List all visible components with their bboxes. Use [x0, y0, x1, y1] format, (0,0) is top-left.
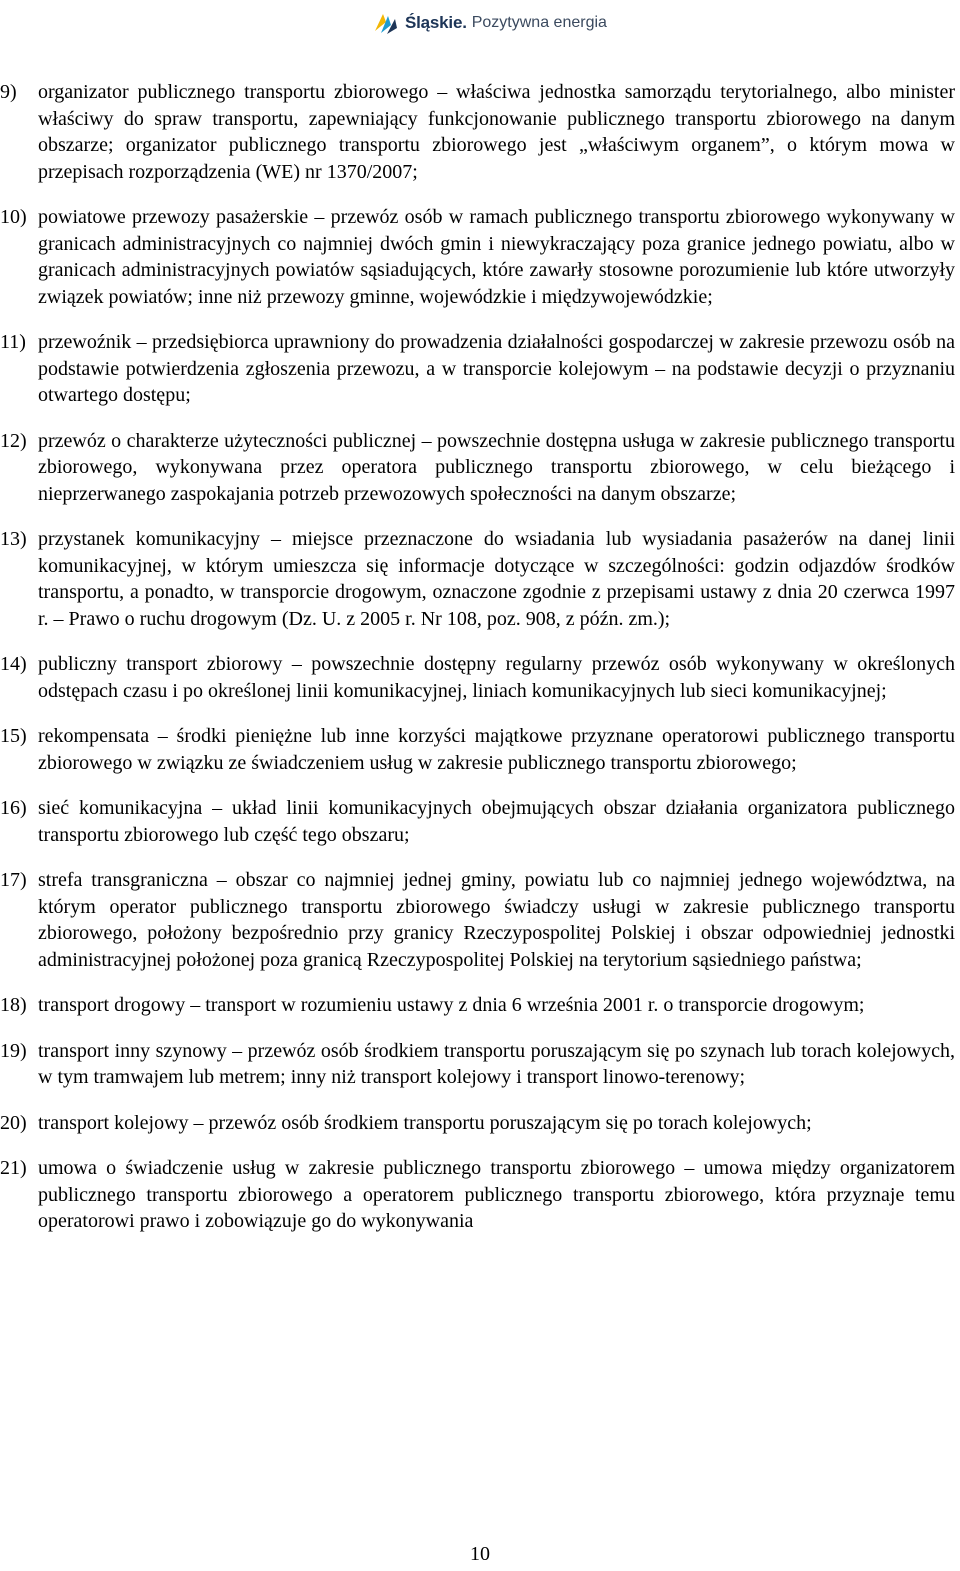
- item-text: przewoźnik – przedsiębiorca uprawniony do prowadzenia działalności gospodarczej w zakresie przewozu osób na podstawie potwierdzenia zgłoszenia przewozu, a w transporcie kolejowym – na podstawie decyzji o przyznaniu otwartego dostępu;: [38, 331, 955, 406]
- logo-tagline: Pozytywna energia: [471, 14, 607, 31]
- item-number: 10): [0, 206, 27, 228]
- definition-item-20: [0, 1110, 955, 1137]
- item-text: przewóz o charakterze użyteczności publicznej – powszechnie dostępna usługa w zakresie publicznego transportu zbiorowego, wykonywana przez operatora publicznego transportu zbiorowego, w celu bieżącego i nieprzerwanego zaspokajania potrzeb przewozowych społeczności na danym obszarze;: [38, 429, 955, 505]
- item-text: strefa transgraniczna – obszar co najmniej jednej gminy, powiatu lub co najmniej jednego województwa, na którym operator publicznego transportu zbiorowego świadczy usługi w zakresie publicznego transportu zbiorowego, położony bezpośrednio przy granicy Rzeczypospolitej Polskiej i obszar odpowiedniej jednostki administracyjnej położonej poza granicą Rzeczypospolitej Polskiej na terytorium sąsiedniego państwa;: [38, 869, 955, 971]
- item-number: 12): [0, 429, 27, 452]
- item-number: 15): [0, 725, 27, 747]
- item-text: transport kolejowy – przewóz osób środkiem transportu poruszającym się po torach kolejowych;: [38, 1111, 812, 1134]
- slaskie-logo-icon: [372, 10, 400, 36]
- definition-item-10: [0, 204, 955, 310]
- definition-item-17: [0, 867, 955, 973]
- item-text: transport inny szynowy – przewóz osób środkiem transportu poruszającym się po szynach lub torach kolejowych, w tym tramwajem lub metrem; inny niż transport kolejowy i transport linowo-terenowy;: [38, 1039, 955, 1088]
- item-number: 11): [0, 331, 26, 353]
- item-text: publiczny transport zbiorowy – powszechnie dostępny regularny przewóz osób wykonywany w określonych odstępach czasu i po określonej linii komunikacyjnej, liniach komunikacyjnych lub sieci komunikacyjnej;: [38, 653, 955, 702]
- item-number: 14): [0, 653, 27, 675]
- item-number: 16): [0, 797, 27, 819]
- item-text: powiatowe przewozy pasażerskie – przewóz osób w ramach publicznego transportu zbiorowego wykonywany w granicach administracyjnych co najmniej dwóch gmin i niewykraczający poza granice jednego powiatu, albo w granicach administracyjnych powiatów sąsiadujących, które zawarły stosowne porozumienie lub które utworzyły związek powiatów; inne niż przewozy gminne, wojewódzkie i międzywojewódzkie;: [38, 206, 955, 308]
- definition-item-18: [0, 992, 955, 1019]
- logo-name: Śląskie.: [405, 13, 467, 32]
- definition-item-11: [0, 329, 955, 409]
- page-number: 10: [470, 1543, 490, 1565]
- item-number: 19): [0, 1039, 27, 1062]
- item-number: 9): [0, 81, 17, 103]
- definition-item-16: [0, 795, 955, 848]
- item-text: przystanek komunikacyjny – miejsce przeznaczone do wsiadania lub wysiadania pasażerów na danej linii komunikacyjnej, w którym umieszcza się informacje dotyczące w szczególności: godzin odjazdów środków transportu, a ponadto, w transporcie drogowym, oznaczone zgodnie z przepisami ustawy z dnia 20 czerwca 1997 r. – Prawo o ruchu drogowym (Dz. U. z 2005 r. Nr 108, poz. 908, z późn. zm.);: [38, 528, 955, 630]
- item-text: transport drogowy – transport w rozumieniu ustawy z dnia 6 września 2001 r. o transporcie drogowym;: [38, 994, 865, 1016]
- definition-item-13: [0, 526, 955, 632]
- item-text: organizator publicznego transportu zbiorowego – właściwa jednostka samorządu terytorialnego, albo minister właściwy do spraw transportu, zapewniający funkcjonowanie publicznego transportu zbiorowego na danym obszarze; organizator publicznego transportu zbiorowego jest „właściwym organem”, o którym mowa w przepisach rozporządzenia (WE) nr 1370/2007;: [38, 81, 955, 183]
- item-text: umowa o świadczenie usług w zakresie publicznego transportu zbiorowego – umowa między organizatorem publicznego transportu zbiorowego a operatorem publicznego transportu zbiorowego, która przyznaje temu operatorowi prawo i zobowiązuje go do wykonywania: [38, 1157, 955, 1232]
- item-number: 13): [0, 528, 27, 550]
- header-logo: [372, 9, 607, 37]
- item-number: 17): [0, 869, 27, 891]
- item-text: sieć komunikacyjna – układ linii komunikacyjnych obejmujących obszar działania organizatora publicznego transportu zbiorowego lub część tego obszaru;: [38, 797, 955, 846]
- item-number: 21): [0, 1157, 27, 1179]
- definitions-list: [0, 79, 955, 1254]
- definition-item-9: [0, 79, 955, 185]
- definition-item-14: [0, 651, 955, 704]
- definition-item-19: [0, 1038, 955, 1091]
- item-number: 18): [0, 994, 27, 1016]
- item-number: 20): [0, 1111, 27, 1134]
- definition-item-15: [0, 723, 955, 776]
- definition-item-21: [0, 1155, 955, 1235]
- definition-item-12: [0, 428, 955, 508]
- item-text: rekompensata – środki pieniężne lub inne korzyści majątkowe przyznane operatorowi publicznego transportu zbiorowego w związku ze świadczeniem usług w zakresie publicznego transportu zbiorowego;: [38, 725, 955, 774]
